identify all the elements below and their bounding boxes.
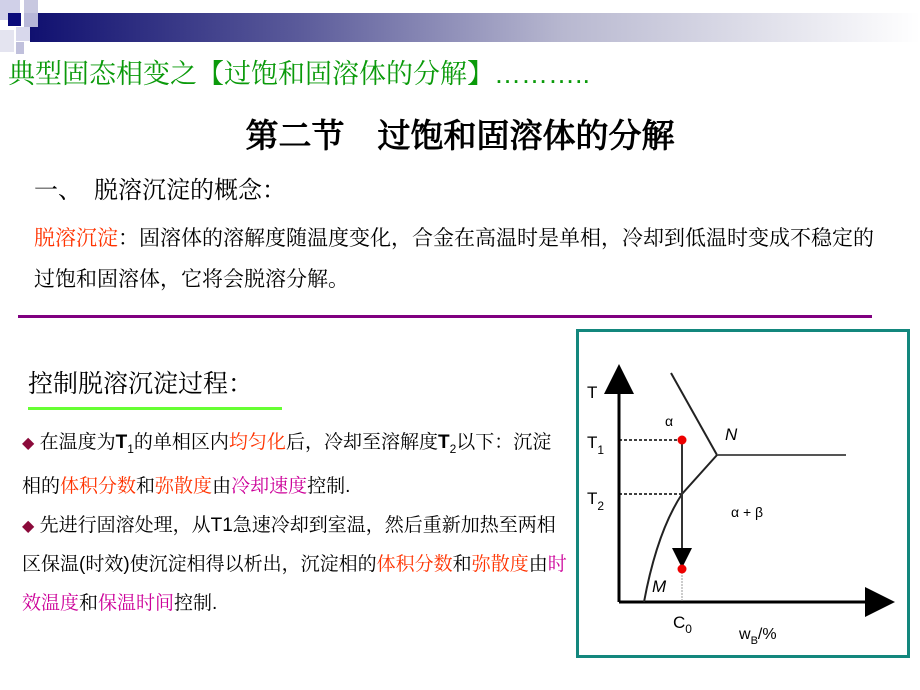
bullet-item-1	[22, 424, 567, 507]
t2-sub: 2	[449, 441, 457, 456]
two-phase-label: α + β	[731, 504, 764, 520]
m-label: M	[652, 577, 667, 596]
subsection-title: 一、 脱溶沉淀的概念：	[34, 177, 286, 204]
header-gradient-bar	[30, 13, 920, 42]
x-axis-label: $w_B/\%$	[739, 626, 777, 647]
t1-label: $T_1$	[587, 433, 605, 457]
highlight: 体积分数	[376, 554, 453, 576]
diamond-bullet-icon: ◆	[22, 517, 35, 535]
emphasis: 冷却速度	[231, 476, 308, 498]
end-point	[678, 565, 687, 574]
text: 和	[452, 554, 472, 576]
c0-label: $C_0$	[673, 613, 692, 636]
bullet-item-2	[22, 507, 567, 624]
y-axis-label: T	[587, 383, 598, 402]
t1-sub: 1	[127, 441, 134, 456]
text: 和	[79, 592, 99, 614]
text: 先进行固溶处理，从T1急速冷却到室温，然后重新加热至两相区保温(时效)使沉淀相得以析出，沉淀相的	[22, 514, 556, 576]
highlight: 均匀化	[228, 432, 286, 453]
emphasis: 保温时间	[98, 592, 175, 614]
definition-paragraph	[34, 218, 874, 300]
text: 的单相区内	[133, 432, 229, 453]
text: 以下：沉淀相的	[22, 432, 552, 498]
highlight: 体积分数	[60, 476, 137, 498]
control-heading: 控制脱溶沉淀过程：	[28, 370, 254, 398]
t2: T	[437, 432, 450, 453]
text: 控制.	[174, 592, 218, 614]
t1: T	[115, 432, 128, 453]
phase-diagram-frame	[576, 329, 910, 658]
slide-title: 典型固态相变之【过饱和固溶体的分解】………..	[8, 59, 591, 89]
t2-label: $T_2$	[587, 489, 605, 513]
text: 后，冷却至溶解度	[285, 432, 438, 453]
text: 和	[136, 476, 156, 498]
text: 由	[212, 476, 232, 498]
highlight: 弥散度	[471, 554, 529, 576]
definition-text: ：固溶体的溶解度随温度变化，合金在高温时是单相，冷却到低温时变成不稳定的过饱和固溶体，它将会脱溶分解。	[34, 227, 874, 291]
emphasis: 时效温度	[22, 554, 567, 614]
divider-line	[18, 315, 872, 318]
text: 在温度为	[39, 432, 116, 453]
bullet-list	[22, 424, 567, 623]
text: 由	[528, 554, 548, 576]
heading-underline	[28, 407, 282, 410]
highlight: 弥散度	[155, 476, 213, 498]
definition-term: 脱溶沉淀	[34, 227, 118, 250]
start-point	[678, 436, 687, 445]
solvus-upper-line	[671, 373, 717, 455]
n-label: N	[725, 425, 738, 444]
section-title: 第二节 过饱和固溶体的分解	[245, 117, 675, 154]
alpha-label: α	[665, 413, 674, 429]
diamond-bullet-icon: ◆	[22, 435, 35, 452]
text: 控制.	[307, 476, 351, 498]
phase-diagram	[579, 332, 907, 655]
